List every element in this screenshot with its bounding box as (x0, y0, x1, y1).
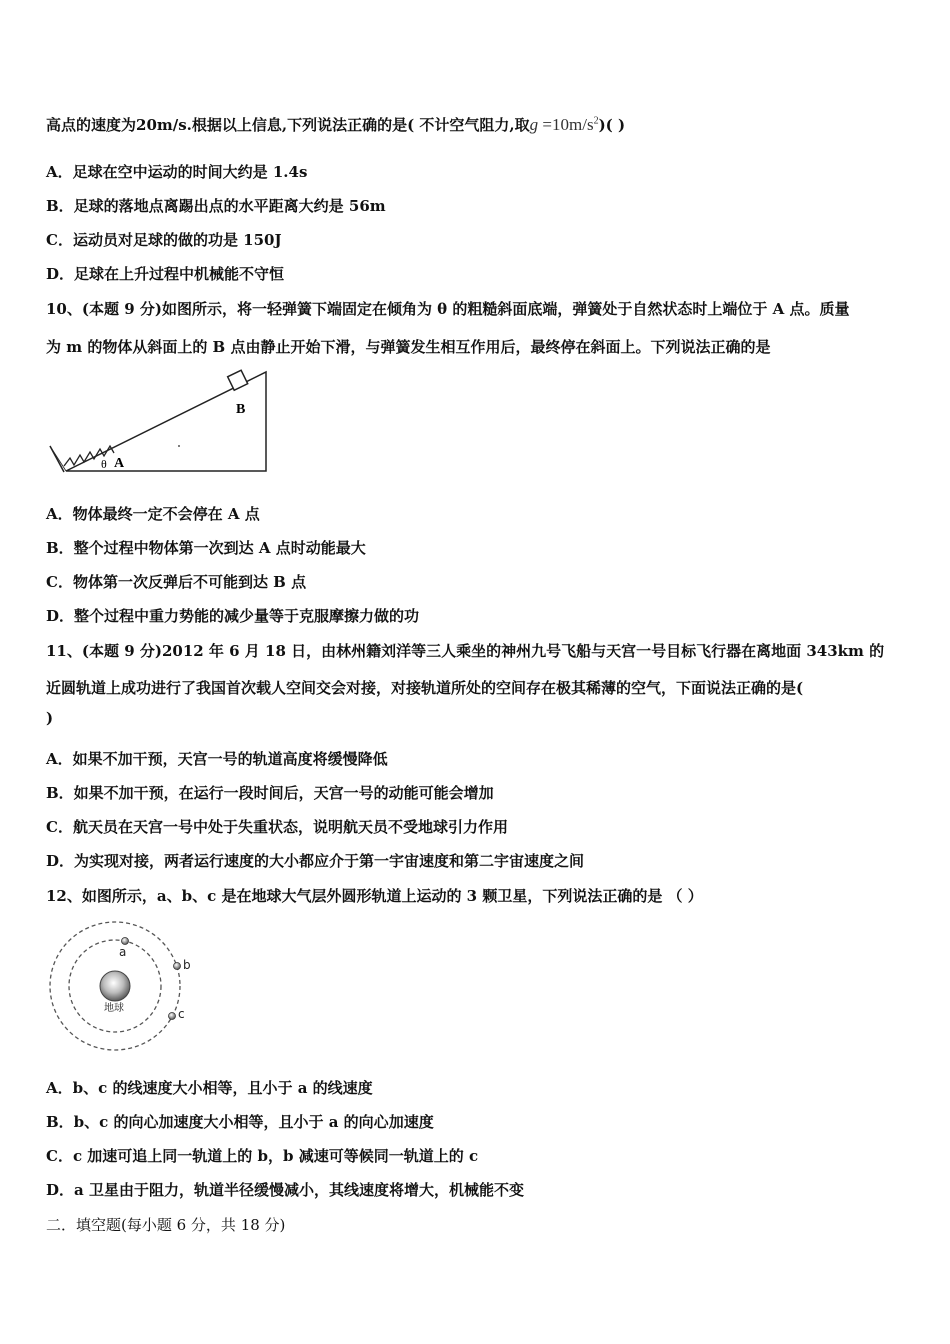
q9-option-b: B．足球的落地点离踢出点的水平距离大约是 56m (46, 197, 386, 215)
label-earth: 地球 (104, 1003, 124, 1014)
q9-stem-after: )( ) (598, 116, 626, 134)
q10-option-c: C．物体第一次反弹后不可能到达 B 点 (46, 573, 307, 591)
label-b: B (236, 402, 246, 417)
q12-option-a: A．b、c 的线速度大小相等，且小于 a 的线速度 (46, 1079, 373, 1097)
q11-option-d: D．为实现对接，两者运行速度的大小都应介于第一宇宙速度和第二宇宙速度之间 (46, 852, 585, 870)
satellite-c (169, 1013, 176, 1020)
label-b: b (183, 958, 191, 972)
q11-option-b: B．如果不加干预，在运行一段时间后，天宫一号的动能可能会增加 (46, 784, 494, 802)
block-b (228, 370, 248, 390)
q9-option-d: D．足球在上升过程中机械能不守恒 (46, 265, 285, 283)
formula-var: g (529, 115, 539, 134)
q9-stem (46, 114, 625, 135)
formula-value: =10m/s (538, 115, 594, 134)
formula-exp: 2 (593, 115, 599, 127)
q9-option-a: A．足球在空中运动的时间大约是 1.4s (46, 163, 308, 181)
satellite-orbit-figure (44, 918, 194, 1058)
q9-option-c: C．运动员对足球的做的功是 150J (46, 231, 282, 249)
label-theta: θ (101, 457, 107, 471)
q11-stem-line2: 近圆轨道上成功进行了我国首次载人空间交会对接，对接轨道所处的空间存在极其稀薄的空气，下面说法正确的是( (46, 679, 804, 697)
q10-stem-line1: 10、(本题 9 分)如图所示，将一轻弹簧下端固定在倾角为 θ 的粗糙斜面底端，弹簧处于自然状态时上端位于 A 点。质量 (46, 300, 850, 318)
satellite-a (122, 938, 129, 945)
q12-option-c: C．c 加速可追上同一轨道上的 b，b 减速可等候同一轨道上的 c (46, 1147, 479, 1165)
label-a: A (114, 456, 125, 471)
q11-option-c: C．航天员在天宫一号中处于失重状态，说明航天员不受地球引力作用 (46, 818, 508, 836)
q10-stem-line2: 为 m 的物体从斜面上的 B 点由静止开始下滑，与弹簧发生相互作用后，最终停在斜面上。下列说法正确的是 (46, 338, 771, 356)
label-a: a (119, 945, 127, 959)
earth (100, 971, 130, 1001)
q12-option-b: B．b、c 的向心加速度大小相等，且小于 a 的向心加速度 (46, 1113, 434, 1131)
label-c: c (178, 1007, 185, 1021)
gravity-formula (530, 115, 599, 134)
satellite-b (174, 963, 181, 970)
q12-stem: 12、如图所示，a、b、c 是在地球大气层外圆形轨道上运动的 3 颗卫星，下列说法正确的是 （ ） (46, 887, 703, 905)
incline-spring-figure (44, 366, 274, 480)
q11-stem-line1: 11、(本题 9 分)2012 年 6 月 18 日，由林州籍刘洋等三人乘坐的神州九号飞船与天宫一号目标飞行器在离地面 343km 的 (46, 642, 885, 660)
q12-option-d: D．a 卫星由于阻力，轨道半径缓慢减小，其线速度将增大，机械能不变 (46, 1181, 524, 1199)
q11-stem-line3: ) (46, 709, 54, 727)
q10-option-b: B．整个过程中物体第一次到达 A 点时动能最大 (46, 539, 366, 557)
q11-option-a: A．如果不加干预，天宫一号的轨道高度将缓慢降低 (46, 750, 388, 768)
q10-option-a: A．物体最终一定不会停在 A 点 (46, 505, 260, 523)
q10-option-d: D．整个过程中重力势能的减少量等于克服摩擦力做的功 (46, 607, 420, 625)
q9-stem-before: 高点的速度为20m/s.根据以上信息,下列说法正确的是( 不计空气阻力,取 (46, 116, 530, 134)
section-title: 二．填空题(每小题 6 分，共 18 分) (46, 1216, 286, 1234)
